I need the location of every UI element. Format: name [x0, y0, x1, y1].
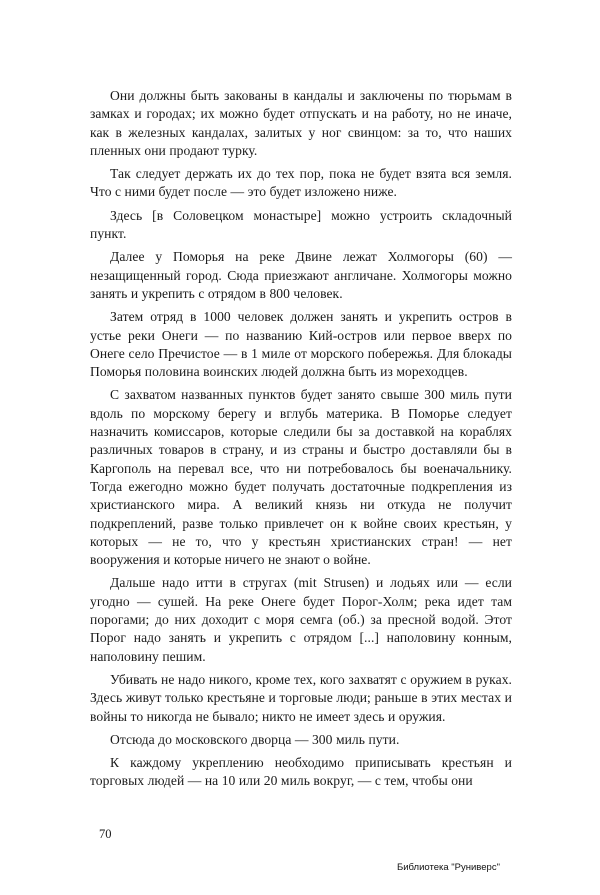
- paragraph: С захватом названных пунктов будет занято свыше 300 миль пути вдоль по морскому берегу и вглубь материка. В Поморье следует назначить комиссаров, которые следили бы за доставкой на кораблях различных товаров в страну, и из страны и быстро доставляли бы в Каргополь на перевал все, что ни потребовалось бы военачальнику. Тогда ежегодно можно будет получать достаточные подкрепления из христианского мира. А великий князь ни откуда не получит подкреплений, разве только привлечет он к войне своих крестьян, у которых — не то, что у крестьян христианских стран! — нет вооружения и которые ничего не знают о войне.: [90, 387, 512, 568]
- paragraph: Далее у Поморья на реке Двине лежат Холмогоры (60) — незащищенный город. Сюда приезжают англичане. Холмогоры можно занять и укрепить с отрядом в 800 человек.: [90, 249, 512, 301]
- paragraph: Дальше надо итти в стругах (mit Strusen) и лодьях или — если угодно — сушей. На реке Онеге будет Порог-Холм; река идет там порогами; до них доходит с моря семга (об.) за пресной водой. Этот Порог надо занять и укрепить с отрядом [...] наполовину конным, наполовину пешим.: [90, 575, 512, 664]
- paragraph: Они должны быть закованы в кандалы и заключены по тюрьмам в замках и городах; их можно будет отпускать и на работу, но не иначе, как в железных кандалах, залитых у ног свинцом: за то, что наших пленных они продают турку.: [90, 88, 512, 158]
- paragraph: Затем отряд в 1000 человек должен занять и укрепить остров в устье реки Онеги — по названию Кий-остров или первое вверх по Онеге село Пречистое — в 1 миле от морского побережья. Для блокады Поморья половина воинских людей должна быть из мореходцев.: [90, 309, 512, 380]
- paragraph: Так следует держать их до тех пор, пока не будет взята вся земля. Что с ними будет после — это будет изложено ниже.: [90, 166, 512, 200]
- page-text: [90, 87, 512, 796]
- paragraph: Отсюда до московского дворца — 300 миль пути.: [110, 731, 400, 747]
- library-watermark: Библиотека "Руниверс": [397, 862, 500, 873]
- paragraph: К каждому укреплению необходимо приписывать крестьян и торговых людей — на 10 или 20 миль вокруг, — с тем, чтобы они: [90, 755, 512, 789]
- paragraph: Убивать не надо никого, кроме тех, кого захватят с оружием в руках. Здесь живут только крестьяне и торговые люди; раньше в этих местах и войны то никогда не бывало; никто не имеет здесь и оружия.: [90, 671, 512, 724]
- page-number: 70: [99, 827, 112, 841]
- paragraph: Здесь [в Соловецком монастыре] можно устроить складочный пункт.: [90, 207, 512, 242]
